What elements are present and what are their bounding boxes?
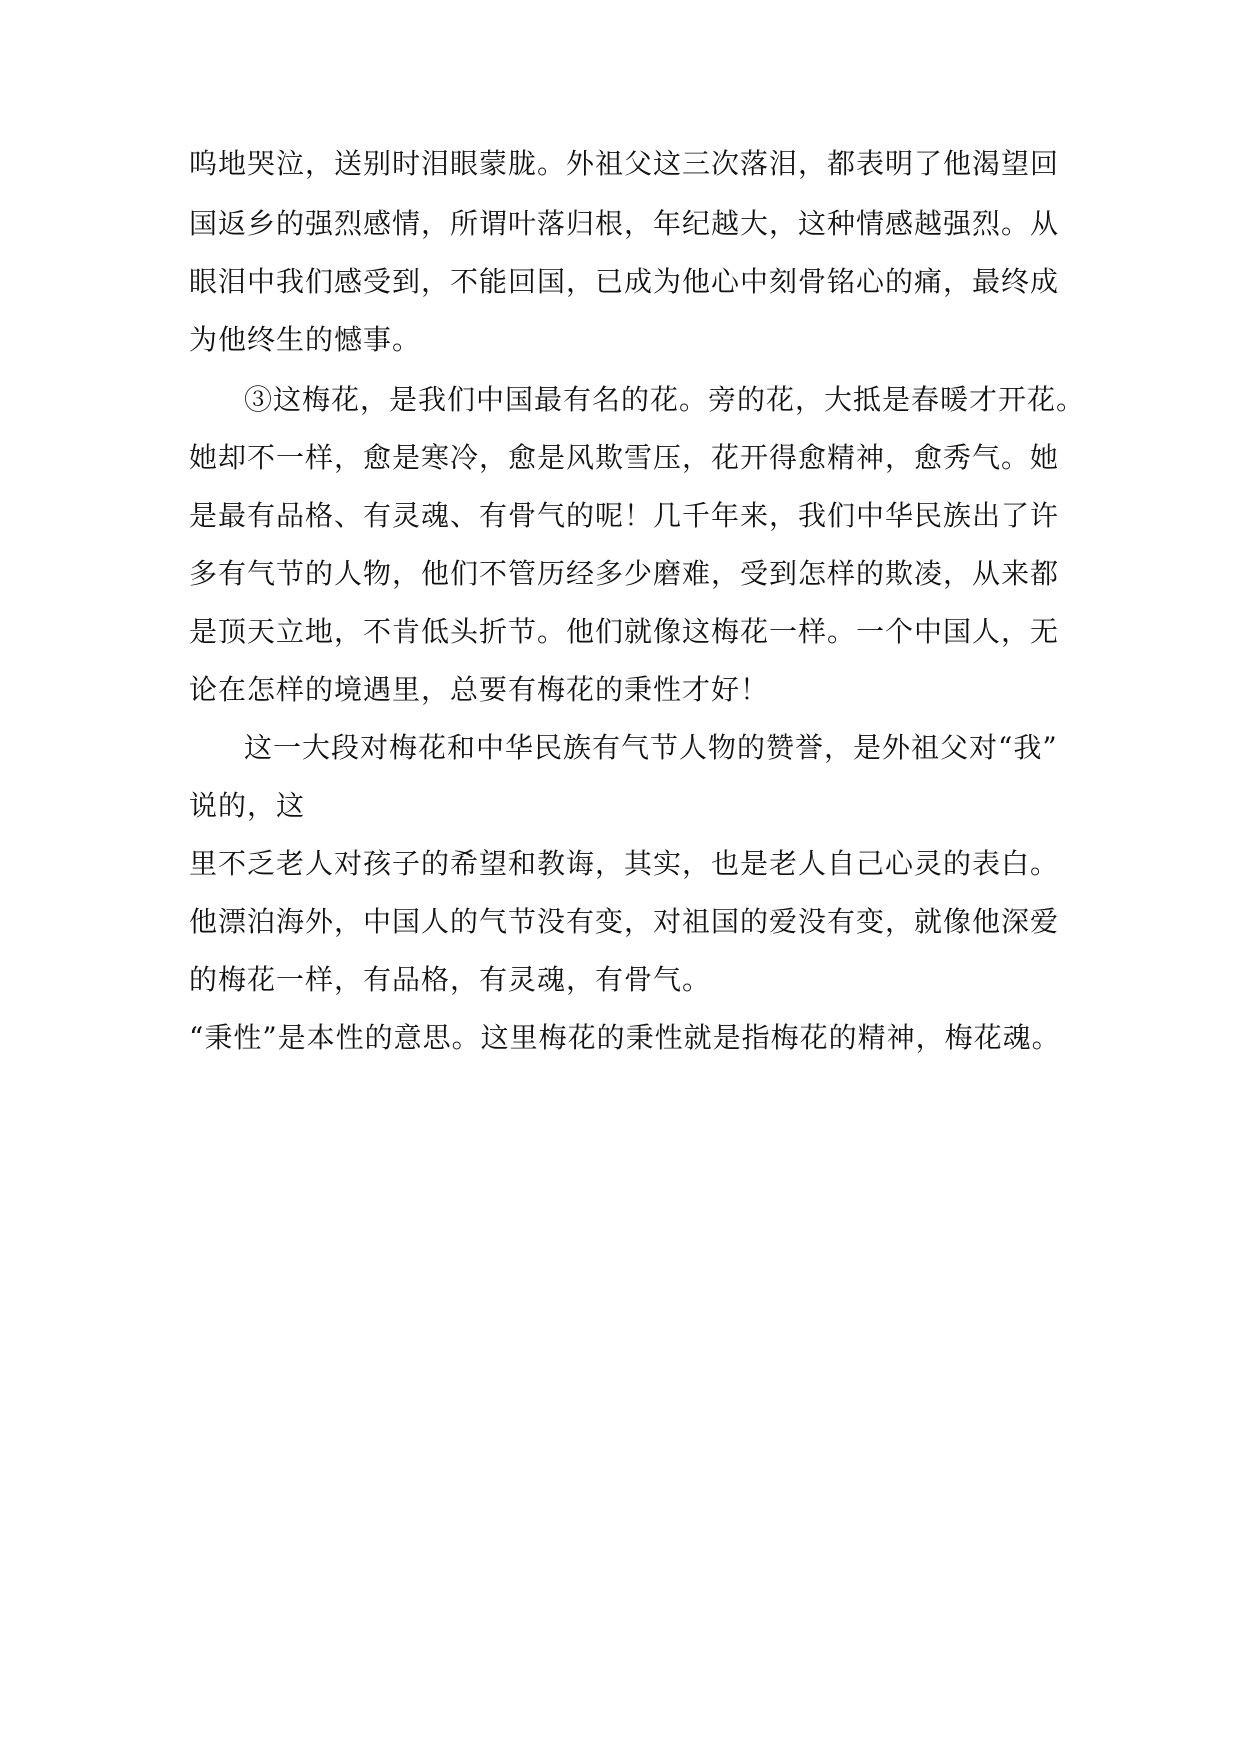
text-line: “秉性”是本性的意思。这里梅花的秉性就是指梅花的精神，梅花魂。: [189, 1021, 1061, 1054]
text-line: 眼泪中我们感受到，不能回国，已成为他心中刻骨铭心的痛，最终成: [189, 265, 1060, 298]
text-line: 里不乏老人对孩子的希望和教诲，其实，也是老人自己心灵的表白。: [189, 847, 1060, 880]
text-line: 是最有品格、有灵魂、有骨气的呢！几千年来，我们中华民族出了许: [189, 499, 1060, 532]
text-line: 为他终生的憾事。: [189, 323, 422, 356]
text-line: 国返乡的强烈感情，所谓叶落归根，年纪越大，这种情感越强烈。从: [189, 207, 1060, 240]
text-line: 的梅花一样，有品格，有灵魂，有骨气。: [189, 963, 712, 996]
text-line: 呜地哭泣，送别时泪眼蒙胧。外祖父这三次落泪，都表明了他渴望回: [189, 147, 1060, 180]
text-line: 论在怎样的境遇里，总要有梅花的秉性才好！: [189, 673, 770, 706]
text-line: 是顶天立地，不肯低头折节。他们就像这梅花一样。一个中国人，无: [189, 615, 1060, 648]
text-line: 她却不一样，愈是寒冷，愈是风欺雪压，花开得愈精神，愈秀气。她: [189, 441, 1060, 474]
text-line: 这一大段对梅花和中华民族有气节人物的赞誉，是外祖父对“我”: [244, 731, 1058, 764]
text-line: ③这梅花，是我们中国最有名的花。旁的花，大抵是春暖才开花。: [244, 383, 1086, 416]
text-line: 他漂泊海外，中国人的气节没有变，对祖国的爱没有变，就像他深爱: [189, 905, 1060, 938]
text-line: 说的，这: [189, 789, 306, 822]
text-line: 多有气节的人物，他们不管历经多少磨难，受到怎样的欺凌，从来都: [189, 557, 1060, 590]
